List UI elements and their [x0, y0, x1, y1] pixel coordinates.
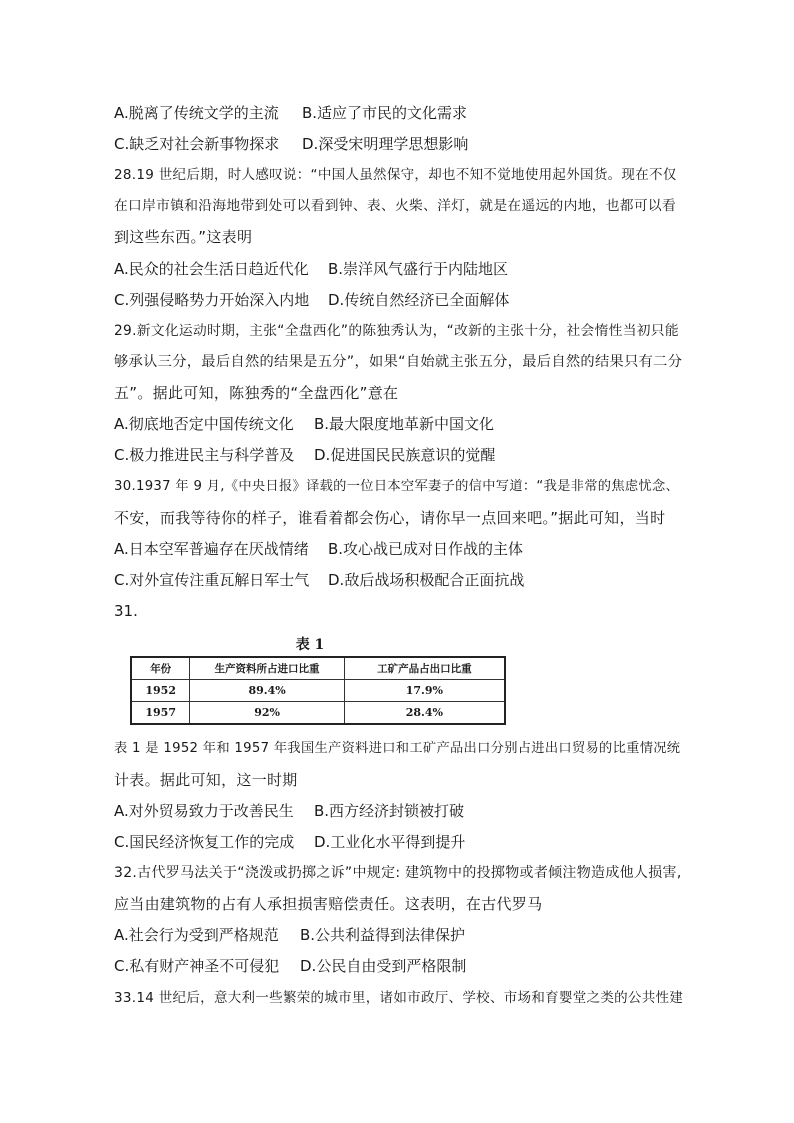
q32-stem-line-2: 应当由建筑物的占有人承担损害赔偿责任。这表明，在古代罗马: [114, 895, 543, 913]
q31-option-d: D.工业化水平得到提升: [314, 833, 466, 851]
table-cell-import-share: 89.4%: [190, 680, 344, 702]
q29-option-d: D.促进国民民族意识的觉醒: [314, 446, 496, 464]
table-header-import-share: 生产资料所占进口比重: [190, 657, 344, 680]
q28-option-b: B.崇洋风气盛行于内陆地区: [328, 260, 509, 278]
q30-option-b: B.攻心战已成对日作战的主体: [328, 540, 524, 558]
table-row: [131, 702, 505, 725]
q32-option-d: D.公民自由受到严格限制: [300, 957, 467, 975]
trade-ratio-table: [130, 656, 506, 725]
q32-option-a: A.社会行为受到严格规范: [114, 926, 279, 944]
q30-option-d: D.敌后战场积极配合正面抗战: [328, 571, 525, 589]
q27-option-b: B.适应了市民的文化需求: [302, 104, 468, 122]
table-row: [131, 680, 505, 702]
q28-option-a: A.民众的社会生活日趋近代化: [114, 260, 309, 278]
q31-stem-line-1: 表 1 是 1952 年和 1957 年我国生产资料进口和工矿产品出口分别占进出口贸易的比重情况统: [114, 741, 681, 756]
q28-stem-line-3: 到这些东西。”这表明: [114, 228, 253, 246]
q32-stem-line-1: 32.古代罗马法关于“浇泼或扔掷之诉”中规定: 建筑物中的投掷物或者倾注物造成他人损害,: [114, 865, 682, 881]
q31-number: 31.: [114, 602, 138, 620]
table-title: 表 1: [295, 637, 325, 653]
table-header-export-share: 工矿产品占出口比重: [344, 657, 505, 680]
q27-option-c: C.缺乏对社会新事物探求: [114, 135, 280, 153]
q29-stem-line-1: 29.新文化运动时期，主张“全盘西化”的陈独秀认为，“改新的主张十分，社会惰性当初只能: [114, 323, 679, 339]
q30-option-a: A.日本空军普遍存在厌战情绪: [114, 540, 309, 558]
table-cell-export-share: 28.4%: [344, 702, 505, 725]
table-header-row: [131, 657, 505, 680]
q29-stem-line-3: 五”。据此可知，陈独秀的“全盘西化”意在: [114, 384, 399, 402]
table-header-year: 年份: [131, 657, 190, 680]
q32-option-b: B.公共利益得到法律保护: [300, 926, 466, 944]
q30-option-c: C.对外宣传注重瓦解日军士气: [114, 571, 310, 589]
table-cell-year: 1952: [131, 680, 190, 702]
q29-option-b: B.最大限度地革新中国文化: [314, 415, 495, 433]
q31-stem-line-2: 计表。据此可知，这一时期: [114, 771, 298, 789]
table-cell-year: 1957: [131, 702, 190, 725]
table-cell-import-share: 92%: [190, 702, 344, 725]
q29-option-a: A.彻底地否定中国传统文化: [114, 415, 294, 433]
q33-stem-line-1: 33.14 世纪后，意大利一些繁荣的城市里，诸如市政厅、学校、市场和育婴堂之类的公共性建: [114, 990, 684, 1006]
q29-option-c: C.极力推进民主与科学普及: [114, 446, 295, 464]
q29-stem-line-2: 够承认三分，最后自然的结果是五分”，如果“自始就主张五分，最后自然的结果只有二分: [114, 354, 683, 370]
q28-stem-line-1: 28.19 世纪后期，时人感叹说：“中国人虽然保守，却也不知不觉地使用起外国货。现在不仅: [114, 167, 677, 183]
q28-option-d: D.传统自然经济已全面解体: [328, 291, 510, 309]
q28-stem-line-2: 在口岸市镇和沿海地带到处可以看到钟、表、火柴、洋灯，就是在遥远的内地，也都可以看: [114, 198, 677, 214]
q27-option-d: D.深受宋明理学思想影响: [302, 135, 469, 153]
q31-option-b: B.西方经济封锁被打破: [314, 802, 465, 820]
table-cell-export-share: 17.9%: [344, 680, 505, 702]
q30-stem-line-1: 30.1937 年 9 月,《中央日报》译载的一位日本空军妻子的信中写道：“我是非常的焦虑忧念、: [114, 479, 680, 494]
q28-option-c: C.列强侵略势力开始深入内地: [114, 291, 310, 309]
q32-option-c: C.私有财产神圣不可侵犯: [114, 957, 280, 975]
q27-option-a: A.脱离了传统文学的主流: [114, 104, 279, 122]
q30-stem-line-2: 不安，而我等待你的样子，谁看着都会伤心，请你早一点回来吧。”据此可知，当时: [114, 509, 666, 527]
q31-option-a: A.对外贸易致力于改善民生: [114, 802, 294, 820]
q31-option-c: C.国民经济恢复工作的完成: [114, 833, 295, 851]
